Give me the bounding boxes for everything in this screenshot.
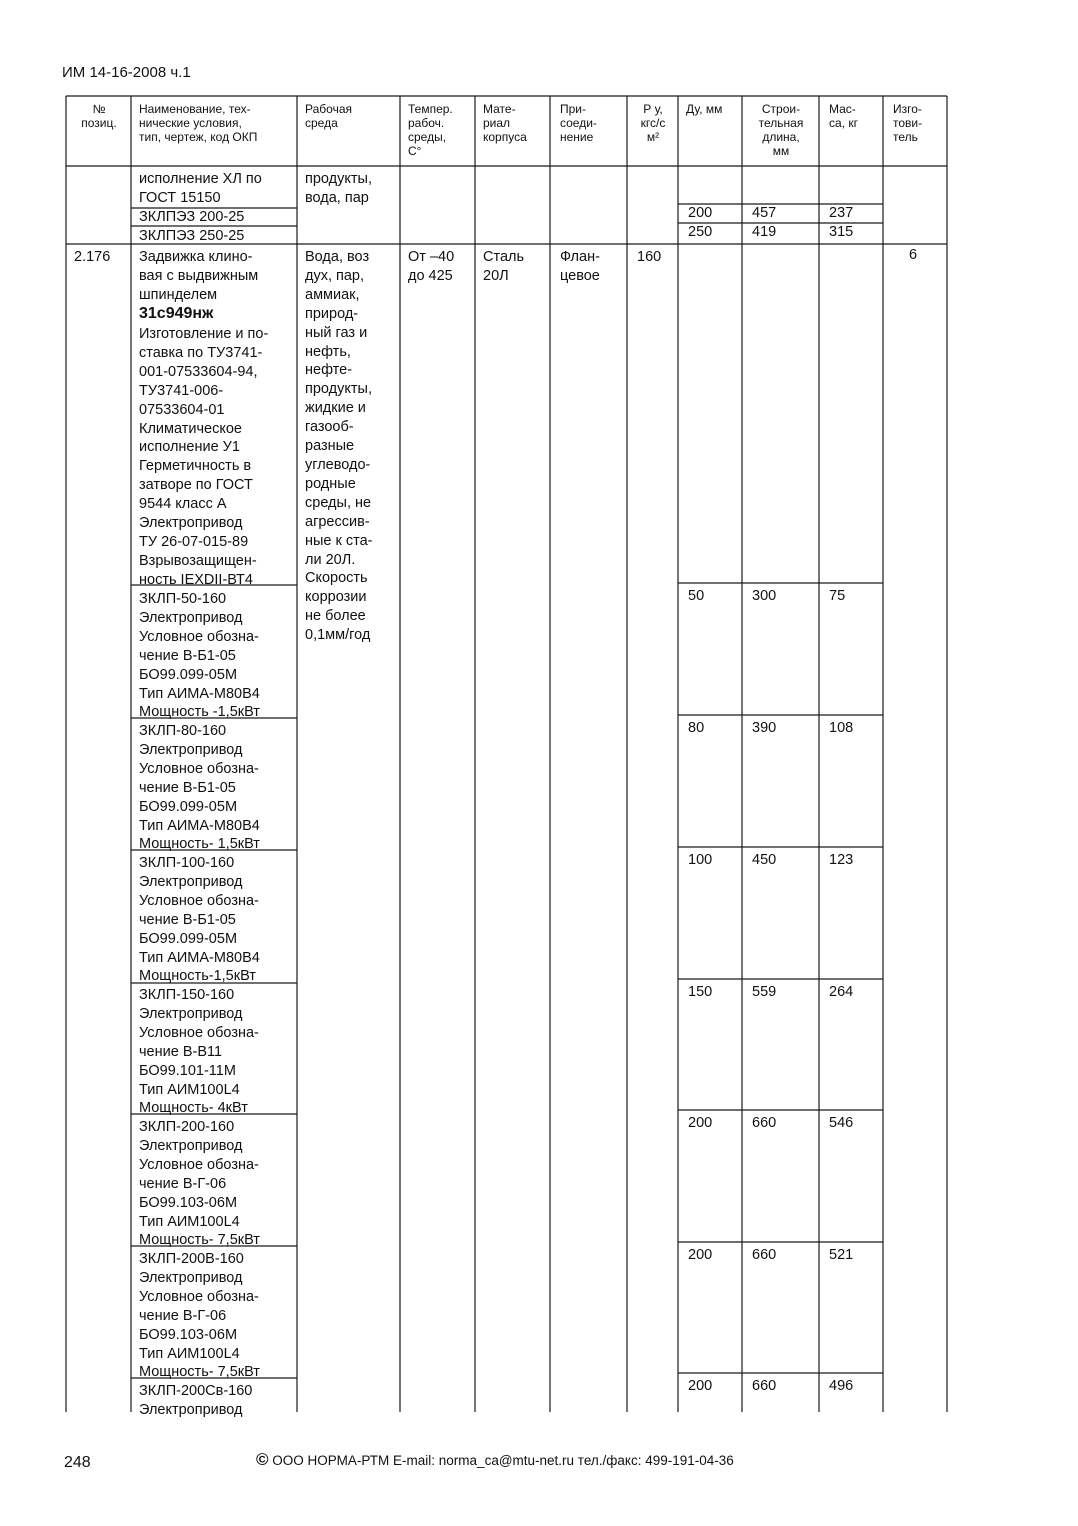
item-medium: Вода, воз дух, пар, аммиак, природ- ный газ и нефть, нефте- продукты, жидкие и газооб- разные углеводо- родные среды, не агрессив- ные к ста- ли 20Л. Скорость коррозии не более 0,1мм/год xyxy=(305,249,373,644)
col-header-temp: Темпер. рабоч. среды, С° xyxy=(408,102,453,158)
variant-name: ЗКЛП-80-160 Электропривод Условное обозна- чение В-Б1-05 БО99.099-05М Тип АИМА-М80В4 Мощность- 1,5кВт xyxy=(139,723,260,853)
variant-name: ЗКЛП-200-160 Электропривод Условное обозна- чение В-Г-06 БО99.103-06М Тип АИМ100L4 Мощность- 7,5кВт xyxy=(139,1119,260,1249)
variant-name: ЗКЛП-100-160 Электропривод Условное обозна- чение В-Б1-05 БО99.099-05М Тип АИМА-М80В4 Мощность-1,5кВт xyxy=(139,855,260,985)
variant-length: 660 xyxy=(752,1115,777,1131)
item-pressure: 160 xyxy=(637,249,662,265)
col-header-connection: При- соеди- нение xyxy=(560,102,597,144)
variant-name: ЗКЛП-150-160 Электропривод Условное обозна- чение В-В11 БО99.101-11М Тип АИМ100L4 Мощность- 4кВт xyxy=(139,987,259,1117)
variant-mass: 496 xyxy=(829,1378,854,1394)
variant-dn: 150 xyxy=(688,984,713,1000)
variant-length: 660 xyxy=(752,1247,777,1263)
variant-mass: 546 xyxy=(829,1115,854,1131)
footer-contact: ООО НОРМА-РТМ E-mail: norma_ca@mtu-net.ru тел./факс: 499-191-04-36 xyxy=(272,1453,734,1468)
col-header-num: № позиц. xyxy=(81,102,117,130)
item-material: Сталь 20Л xyxy=(483,249,525,284)
col-header-length: Строи- тельная длина, мм xyxy=(758,102,804,158)
variant-dn: 50 xyxy=(688,588,705,604)
col-header-pressure: Р у, кгс/с м² xyxy=(640,102,666,144)
prev-row-dn: 200 xyxy=(688,205,713,221)
variant-name: ЗКЛП-200Св-160 Электропривод xyxy=(139,1383,253,1418)
variant-dn: 200 xyxy=(688,1247,713,1263)
variant-mass: 521 xyxy=(829,1247,854,1263)
variant-dn: 100 xyxy=(688,852,713,868)
document-code: ИМ 14-16-2008 ч.1 xyxy=(62,64,191,81)
col-header-maker: Изго- тови- тель xyxy=(893,102,923,144)
prev-row-dn: 250 xyxy=(688,224,713,240)
variant-dn: 80 xyxy=(688,720,705,736)
variant-length: 300 xyxy=(752,588,777,604)
page-number: 248 xyxy=(64,1454,91,1471)
item-connection: Флан- цевое xyxy=(560,249,600,284)
variant-mass: 75 xyxy=(829,588,846,604)
copyright-sign: © xyxy=(256,1450,269,1469)
prev-row-length: 457 xyxy=(752,205,777,221)
col-header-dn: Ду, мм xyxy=(686,102,723,116)
variant-mass: 123 xyxy=(829,852,854,868)
variant-length: 660 xyxy=(752,1378,777,1394)
item-name-intro: Задвижка клино- вая с выдвижным шпинделем xyxy=(139,249,259,303)
variant-dn: 200 xyxy=(688,1115,713,1131)
item-maker: 6 xyxy=(909,247,918,263)
variant-mass: 264 xyxy=(829,984,854,1000)
prev-row-mass: 237 xyxy=(829,205,854,221)
item-number: 2.176 xyxy=(74,249,111,265)
variant-dn: 200 xyxy=(688,1378,713,1394)
item-name-details: Изготовление и по- ставка по ТУ3741- 001-07533604-94, ТУ3741-006- 07533604-01 Климатическое исполнение У1 Герметичность в затворе по ГОСТ 9544 класс А Электропривод ТУ 26-07-015-89 Взрывозащищен- ность IEXDII-ВТ4 xyxy=(139,326,269,588)
item-type-code: 31с949нж xyxy=(139,305,214,322)
variant-name: ЗКЛП-50-160 Электропривод Условное обозна- чение В-Б1-05 БО99.099-05М Тип АИМА-М80В4 Мощность -1,5кВт xyxy=(139,591,260,721)
col-header-mass: Мас- са, кг xyxy=(829,102,858,130)
variant-length: 450 xyxy=(752,852,777,868)
variant-name: ЗКЛП-200В-160 Электропривод Условное обозна- чение В-Г-06 БО99.103-06М Тип АИМ100L4 Мощность- 7,5кВт xyxy=(139,1251,260,1381)
variant-mass: 108 xyxy=(829,720,854,736)
variant-length: 559 xyxy=(752,984,777,1000)
col-header-material: Мате- риал корпуса xyxy=(483,102,527,144)
prev-medium-continuation: продукты, вода, пар xyxy=(305,171,372,206)
col-header-name: Наименование, тех- нические условия, тип, чертеж, код ОКП xyxy=(139,102,258,144)
prev-row-name: ЗКЛПЭЗ 200-25 xyxy=(139,209,245,225)
prev-row-name: ЗКЛПЭЗ 250-25 xyxy=(139,228,245,244)
prev-name-continuation: исполнение ХЛ по ГОСТ 15150 xyxy=(139,171,262,206)
item-temperature: От –40 до 425 xyxy=(408,249,455,284)
variant-length: 390 xyxy=(752,720,777,736)
footer-copyright xyxy=(256,1450,734,1470)
prev-row-mass: 315 xyxy=(829,224,854,240)
col-header-medium: Рабочая среда xyxy=(305,102,352,130)
prev-row-length: 419 xyxy=(752,224,777,240)
